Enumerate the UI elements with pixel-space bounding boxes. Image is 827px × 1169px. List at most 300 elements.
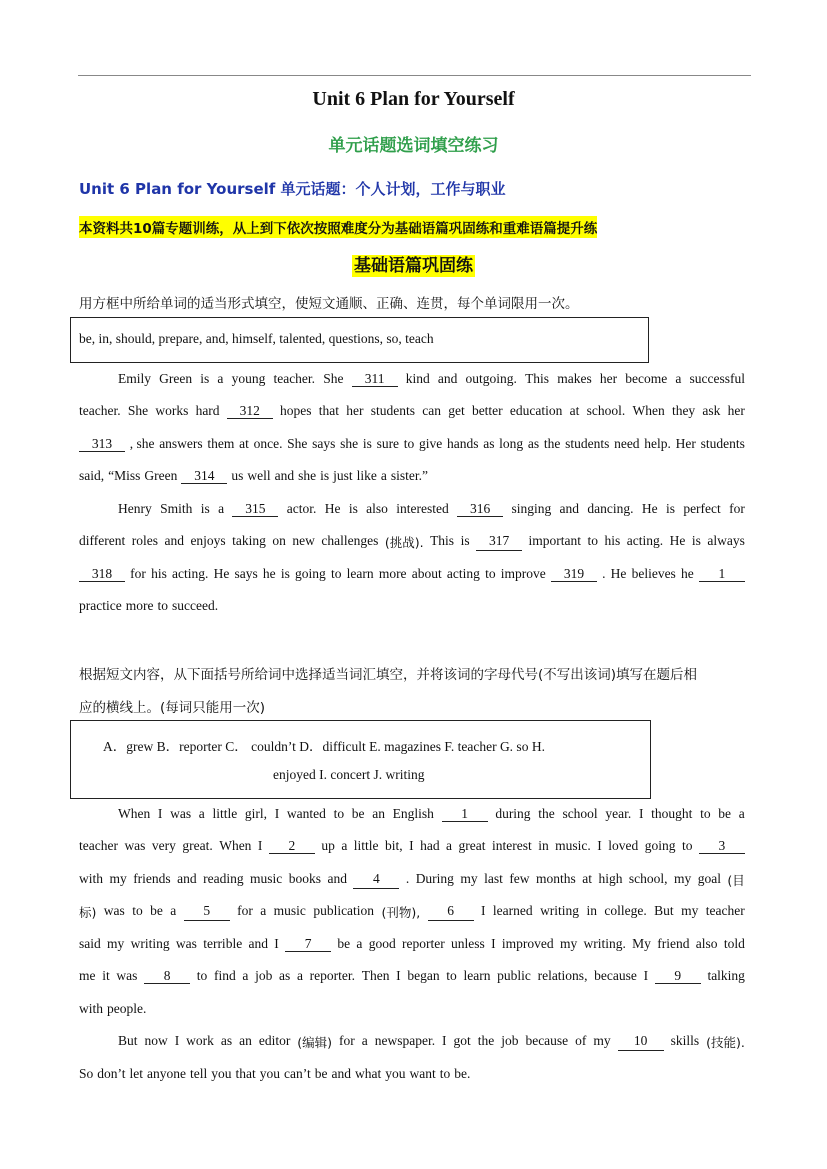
passage-word: he bbox=[262, 566, 276, 581]
passage-word: and bbox=[559, 501, 580, 516]
passage-word: actor. bbox=[286, 501, 317, 516]
passage-word: to bbox=[132, 903, 143, 918]
passage-word: it bbox=[102, 968, 110, 983]
passage-word: was bbox=[103, 903, 125, 918]
passage-word: I bbox=[409, 838, 414, 853]
passage-word: find bbox=[213, 968, 236, 983]
answer-blank[interactable]: 6 bbox=[428, 903, 474, 921]
answer-blank[interactable]: 7 bbox=[285, 936, 331, 952]
passage-word: a bbox=[198, 806, 205, 821]
exercise2-line bbox=[79, 838, 745, 854]
passage-word: She bbox=[127, 403, 149, 418]
passage-word: When bbox=[632, 403, 665, 418]
passage-word: I bbox=[638, 806, 644, 821]
passage-word: he bbox=[680, 566, 694, 581]
passage-word: she bbox=[298, 468, 317, 483]
passage-word: began bbox=[407, 968, 440, 983]
passage-word: teacher bbox=[79, 838, 118, 853]
passage-word: to bbox=[403, 436, 415, 451]
passage-word: roles bbox=[131, 533, 158, 548]
passage-word: is bbox=[362, 436, 372, 451]
passage-word: the bbox=[477, 1033, 495, 1048]
passage-word: and bbox=[331, 1066, 352, 1081]
passage-word: English bbox=[392, 806, 434, 821]
passage-word: help. bbox=[644, 436, 671, 451]
answer-blank[interactable]: 316 bbox=[457, 501, 503, 517]
passage-word: people. bbox=[107, 1001, 147, 1016]
header-rule bbox=[78, 75, 751, 76]
passage-word: I bbox=[274, 806, 280, 821]
passage-word: He bbox=[610, 566, 627, 581]
passage-word: hard bbox=[195, 403, 220, 418]
passage-word: year. bbox=[605, 806, 632, 821]
unit-topic: Unit 6 Plan for Yourself 单元话题：个人计划，工作与职业 bbox=[79, 180, 506, 198]
passage-word: get bbox=[448, 403, 465, 418]
answer-blank[interactable]: 313 bbox=[79, 436, 125, 452]
passage-word: learn bbox=[346, 566, 374, 581]
passage-word: said bbox=[79, 936, 101, 951]
passage-word: This bbox=[525, 371, 550, 386]
passage-word: hands bbox=[446, 436, 479, 451]
passage-word: that bbox=[235, 1066, 256, 1081]
passage-word: thought bbox=[651, 806, 693, 821]
passage-word: taking bbox=[232, 533, 266, 548]
passage-word: now bbox=[144, 1033, 168, 1048]
passage-word: be bbox=[314, 1066, 328, 1081]
passage-word: and bbox=[248, 936, 268, 951]
passage-word: terrible bbox=[203, 936, 243, 951]
passage-word: was bbox=[170, 806, 192, 821]
passage-word: my bbox=[109, 871, 127, 886]
passage-word: can bbox=[422, 403, 441, 418]
answer-blank[interactable]: 317 bbox=[476, 533, 522, 551]
passage-word: (技能). bbox=[706, 1035, 745, 1050]
passage-word: interest bbox=[491, 838, 532, 853]
passage-word: going bbox=[295, 566, 326, 581]
passage-word: very bbox=[151, 838, 176, 853]
passage-word: publication bbox=[313, 903, 375, 918]
passage-word: ask bbox=[702, 403, 721, 418]
passage-word: more bbox=[125, 598, 154, 613]
passage-word: I bbox=[257, 838, 263, 853]
passage-word: 标) bbox=[79, 905, 97, 920]
passage-word: me bbox=[79, 968, 96, 983]
passage-word: them bbox=[207, 436, 235, 451]
passage-word: new bbox=[292, 533, 315, 548]
passage-word: is bbox=[691, 533, 701, 548]
passage-word: going bbox=[644, 838, 676, 853]
passage-word: her bbox=[346, 403, 364, 418]
passage-word: bit, bbox=[385, 838, 403, 853]
word-box-1 bbox=[70, 317, 649, 363]
passage-word: a bbox=[260, 903, 267, 918]
passage-word: long bbox=[499, 436, 524, 451]
answer-blank[interactable]: 311 bbox=[352, 371, 398, 387]
passage-word: I bbox=[174, 1033, 180, 1048]
passage-word: a bbox=[380, 468, 387, 483]
answer-blank[interactable]: 314 bbox=[181, 468, 227, 484]
passage-word: to bbox=[330, 566, 342, 581]
passage-word: during bbox=[495, 806, 531, 821]
passage-word: singing bbox=[511, 501, 552, 516]
passage-word: books bbox=[288, 871, 321, 886]
section-heading-label: 基础语篇巩固练 bbox=[354, 256, 473, 276]
passage-word: a bbox=[446, 838, 453, 853]
exercise2-line bbox=[79, 1001, 745, 1017]
passage-word: a bbox=[341, 838, 348, 853]
passage-word: was bbox=[175, 936, 197, 951]
passage-word: for bbox=[130, 566, 146, 581]
passage-word: as bbox=[279, 968, 291, 983]
passage-word: was bbox=[116, 968, 138, 983]
passage-word: I bbox=[481, 903, 486, 918]
passage-word: also bbox=[366, 501, 388, 516]
passage-word: kind bbox=[405, 371, 430, 386]
passage-word: she bbox=[340, 436, 359, 451]
passage-word: is bbox=[665, 501, 675, 516]
page-subtitle: 单元话题选词填空练习 bbox=[328, 136, 499, 156]
passage-word: be bbox=[718, 806, 732, 821]
exercise2-line bbox=[79, 871, 745, 889]
passage-word: to bbox=[439, 1066, 451, 1081]
word-box-2-line2: enjoyed I. concert J. writing bbox=[273, 767, 425, 782]
answer-blank[interactable]: 1 bbox=[699, 566, 745, 582]
passage-word: be bbox=[351, 806, 365, 821]
answer-blank[interactable]: 315 bbox=[232, 501, 278, 517]
passage-word: But bbox=[654, 903, 674, 918]
passage-word: perfect bbox=[683, 501, 721, 516]
passage-word: my bbox=[681, 903, 699, 918]
passage-word: Green bbox=[144, 468, 178, 483]
passage-word: well bbox=[247, 468, 271, 483]
passage-word: the bbox=[538, 806, 555, 821]
passage-word: school. bbox=[586, 403, 626, 418]
passage-word: a bbox=[242, 968, 249, 983]
passage-word: teacher bbox=[705, 903, 745, 918]
passage-word: editor bbox=[258, 1033, 291, 1048]
passage-word: I bbox=[442, 1033, 447, 1048]
passage-word: in bbox=[586, 903, 597, 918]
exercise2-instruction-line1: 根据短文内容，从下面括号所给词中选择适当词汇填空，并将该词的字母代号(不写出该词)填写在题后相 bbox=[79, 667, 698, 683]
passage-word: I bbox=[274, 936, 279, 951]
passage-word: my bbox=[673, 871, 692, 886]
passage-word: to bbox=[587, 533, 599, 548]
word-box-2-line1: A．grew B．reporter C． couldn’t D．difficult E. magazines F. teacher G. so H. bbox=[103, 739, 545, 754]
passage-word: for bbox=[339, 1033, 355, 1048]
exercise1-instruction: 用方框中所给单词的适当形式填空，使短文通顺、正确、连贯，每个单词限用一次。 bbox=[79, 296, 579, 312]
exercise2-line bbox=[79, 903, 745, 921]
passage-word: an bbox=[372, 806, 385, 821]
passage-word: So bbox=[79, 1066, 94, 1081]
exercise2-line bbox=[118, 806, 745, 822]
passage-word: (目 bbox=[727, 873, 745, 888]
passage-word: writing bbox=[130, 936, 170, 951]
passage-word: sure bbox=[376, 436, 400, 451]
passage-word: can’t bbox=[284, 1066, 311, 1081]
passage-word: be bbox=[337, 936, 351, 951]
passage-word: on bbox=[272, 533, 286, 548]
passage-word: a bbox=[217, 371, 224, 386]
passage-word: got bbox=[453, 1033, 471, 1048]
passage-word: girl, bbox=[244, 806, 268, 821]
passage-word: students bbox=[700, 436, 745, 451]
passage-word: to bbox=[700, 806, 711, 821]
passage-word: at bbox=[582, 871, 592, 886]
passage-word: But bbox=[118, 1033, 138, 1048]
answer-blank[interactable]: 319 bbox=[551, 566, 597, 582]
passage-word: had bbox=[420, 838, 440, 853]
passage-word: to bbox=[333, 806, 345, 821]
passage-word: to bbox=[196, 968, 208, 983]
passage-word: like bbox=[356, 468, 377, 483]
answer-blank[interactable]: 318 bbox=[79, 566, 125, 582]
passage-word: his bbox=[604, 533, 621, 548]
passage-word: school bbox=[562, 806, 598, 821]
passage-word: and bbox=[437, 371, 458, 386]
passage-word: important bbox=[528, 533, 582, 548]
passage-word: improved bbox=[501, 936, 554, 951]
passage-word: up bbox=[321, 838, 335, 853]
highlight-notice: 本资料共10篇专题训练，从上到下依次按照难度分为基础语篇巩固练和重难语篇提升练 bbox=[79, 216, 597, 238]
passage-word: her bbox=[599, 371, 618, 386]
passage-word: I bbox=[643, 968, 649, 983]
passage-word: that bbox=[318, 403, 340, 418]
passage-word: music bbox=[250, 871, 283, 886]
passage-word: writing bbox=[540, 903, 580, 918]
answer-blank[interactable]: 312 bbox=[227, 403, 273, 419]
answer-blank[interactable]: 5 bbox=[184, 903, 230, 921]
answer-blank[interactable]: 3 bbox=[699, 838, 745, 854]
passage-word: . bbox=[405, 871, 410, 886]
passage-word: acting bbox=[446, 566, 480, 581]
passage-word: is bbox=[460, 533, 470, 548]
exercise1-line bbox=[79, 403, 745, 419]
exercise1-line bbox=[79, 598, 745, 614]
exercise2-line bbox=[79, 968, 745, 984]
passage-word: I bbox=[597, 838, 602, 853]
passage-word: also bbox=[695, 936, 718, 951]
passage-word: a bbox=[218, 501, 225, 516]
passage-word: a bbox=[675, 371, 682, 386]
section-heading bbox=[0, 251, 827, 276]
passage-word: my bbox=[559, 936, 578, 951]
passage-word: with bbox=[79, 1001, 104, 1016]
passage-word: My bbox=[632, 936, 651, 951]
passage-word: I bbox=[396, 968, 401, 983]
passage-word: is bbox=[200, 501, 210, 516]
passage-word: to bbox=[485, 566, 496, 581]
word-box-1-text: be, in, should, prepare, and, himself, talented, questions, so, teach bbox=[79, 331, 434, 346]
passage-word: is bbox=[280, 566, 290, 581]
passage-word: Her bbox=[675, 436, 696, 451]
passage-word: you bbox=[259, 1066, 281, 1081]
passage-word: unless bbox=[451, 936, 485, 951]
passage-word: different bbox=[79, 533, 126, 548]
page-title: Unit 6 Plan for Yourself bbox=[312, 88, 515, 110]
passage-word: just bbox=[333, 468, 353, 483]
passage-word: learn bbox=[463, 968, 491, 983]
passage-word: works bbox=[155, 403, 189, 418]
passage-word: She bbox=[323, 371, 344, 386]
passage-word: at bbox=[239, 436, 249, 451]
passage-word: to bbox=[446, 968, 457, 983]
passage-word: a bbox=[738, 806, 745, 821]
passage-word: and bbox=[177, 871, 197, 886]
passage-word: a bbox=[170, 903, 177, 918]
passage-word: answers bbox=[159, 436, 203, 451]
passage-word: tell bbox=[190, 1066, 208, 1081]
passage-word: He bbox=[669, 533, 686, 548]
passage-word: (挑战). bbox=[384, 535, 424, 550]
passage-word: and bbox=[274, 468, 295, 483]
passage-word: a bbox=[296, 968, 303, 983]
passage-word: told bbox=[723, 936, 745, 951]
passage-word: friends bbox=[133, 871, 171, 886]
passage-word: my bbox=[460, 871, 478, 886]
passage-word: says bbox=[312, 436, 336, 451]
passage-word: This bbox=[430, 533, 455, 548]
passage-word: school, bbox=[628, 871, 668, 886]
passage-word: . bbox=[602, 566, 606, 581]
passage-word: sister.” bbox=[390, 468, 429, 483]
passage-word: to bbox=[681, 838, 693, 853]
answer-blank[interactable]: 2 bbox=[269, 838, 315, 854]
passage-word: succeed. bbox=[171, 598, 219, 613]
passage-word: education bbox=[509, 403, 563, 418]
passage-word: Then bbox=[361, 968, 390, 983]
passage-word: learned bbox=[492, 903, 533, 918]
passage-word: you bbox=[385, 1066, 406, 1081]
passage-word: in bbox=[538, 838, 549, 853]
exercise2-line bbox=[118, 1033, 745, 1051]
passage-word: writing. bbox=[583, 936, 626, 951]
answer-blank[interactable]: 1 bbox=[442, 806, 488, 822]
exercise1-line bbox=[118, 501, 745, 517]
word-box-2 bbox=[70, 720, 651, 799]
passage-word: they bbox=[671, 403, 696, 418]
passage-word: his bbox=[151, 566, 167, 581]
passage-word: She bbox=[287, 436, 308, 451]
exercise2-line bbox=[79, 1066, 745, 1082]
passage-word: said, bbox=[79, 468, 105, 483]
passage-word: a bbox=[361, 1033, 368, 1048]
passage-word: college. bbox=[604, 903, 647, 918]
passage-word: because bbox=[594, 968, 637, 983]
passage-word: (编辑) bbox=[297, 1035, 333, 1050]
passage-word: enjoys bbox=[190, 533, 226, 548]
passage-word: and bbox=[164, 533, 184, 548]
passage-word: public bbox=[497, 968, 531, 983]
passage-word: is bbox=[200, 371, 210, 386]
passage-word: for bbox=[729, 501, 745, 516]
passage-word: I bbox=[157, 806, 163, 821]
passage-word: skills bbox=[670, 1033, 700, 1048]
passage-word: I bbox=[491, 936, 496, 951]
passage-word: better bbox=[471, 403, 503, 418]
passage-word: become bbox=[625, 371, 668, 386]
passage-word: to bbox=[157, 598, 168, 613]
answer-blank[interactable]: 10 bbox=[618, 1033, 664, 1051]
passage-word: the bbox=[543, 436, 561, 451]
exercise1-line bbox=[79, 468, 745, 484]
passage-word: months bbox=[536, 871, 576, 886]
passage-word: challenges bbox=[321, 533, 379, 548]
exercise2-line bbox=[79, 936, 745, 952]
passage-word: makes bbox=[557, 371, 592, 386]
passage-word: with bbox=[79, 871, 104, 886]
passage-word: reporter. bbox=[309, 968, 356, 983]
passage-word: good bbox=[368, 936, 396, 951]
passage-word: Emily bbox=[118, 371, 151, 386]
answer-blank[interactable]: 4 bbox=[353, 871, 399, 889]
passage-word: need bbox=[614, 436, 640, 451]
passage-word: you bbox=[211, 1066, 232, 1081]
passage-word: loved bbox=[608, 838, 639, 853]
passage-word: relations, bbox=[537, 968, 588, 983]
exercise1-line bbox=[118, 371, 745, 387]
passage-word: be bbox=[150, 903, 163, 918]
passage-word: once. bbox=[253, 436, 283, 451]
passage-word: my bbox=[593, 1033, 611, 1048]
passage-word: students bbox=[565, 436, 610, 451]
passage-word: wanted bbox=[286, 806, 326, 821]
passage-word: little bbox=[353, 838, 379, 853]
passage-word: young bbox=[231, 371, 266, 386]
passage-word: be. bbox=[454, 1066, 471, 1081]
passage-word: successful bbox=[689, 371, 745, 386]
passage-word: He bbox=[641, 501, 658, 516]
passage-word: reporter bbox=[402, 936, 445, 951]
passage-word: don’t bbox=[97, 1066, 126, 1081]
passage-word: friend bbox=[657, 936, 690, 951]
passage-word: give bbox=[419, 436, 443, 451]
passage-word: outgoing. bbox=[465, 371, 517, 386]
passage-word: about bbox=[411, 566, 442, 581]
passage-word: my bbox=[107, 936, 125, 951]
passage-word: talking bbox=[707, 968, 745, 983]
passage-word: goal bbox=[697, 871, 721, 886]
passage-word: little bbox=[212, 806, 238, 821]
passage-word: as bbox=[483, 436, 495, 451]
passage-word: is bbox=[320, 468, 330, 483]
answer-blank[interactable]: 9 bbox=[655, 968, 701, 984]
passage-word: interested bbox=[396, 501, 449, 516]
passage-word: During bbox=[415, 871, 454, 886]
passage-word: dancing. bbox=[587, 501, 634, 516]
exercise2-instruction-line2: 应的横线上。(每词只能用一次) bbox=[79, 700, 266, 716]
passage-word: of bbox=[575, 1033, 587, 1048]
passage-word: let bbox=[129, 1066, 144, 1081]
passage-word: music bbox=[273, 903, 306, 918]
passage-word: work bbox=[186, 1033, 214, 1048]
passage-word: job bbox=[501, 1033, 519, 1048]
passage-word: , she bbox=[129, 436, 155, 451]
passage-word: Smith bbox=[160, 501, 193, 516]
passage-word: and bbox=[327, 871, 347, 886]
answer-blank[interactable]: 8 bbox=[144, 968, 190, 984]
passage-word: reading bbox=[203, 871, 244, 886]
passage-word: job bbox=[255, 968, 273, 983]
passage-word: us bbox=[231, 468, 244, 483]
passage-word: Henry bbox=[118, 501, 152, 516]
passage-word: believes bbox=[631, 566, 676, 581]
passage-word: because bbox=[525, 1033, 569, 1048]
passage-word: When bbox=[219, 838, 252, 853]
passage-word: newspaper. bbox=[374, 1033, 436, 1048]
passage-word: for bbox=[237, 903, 253, 918]
passage-word: acting. bbox=[626, 533, 664, 548]
passage-word: at bbox=[569, 403, 580, 418]
